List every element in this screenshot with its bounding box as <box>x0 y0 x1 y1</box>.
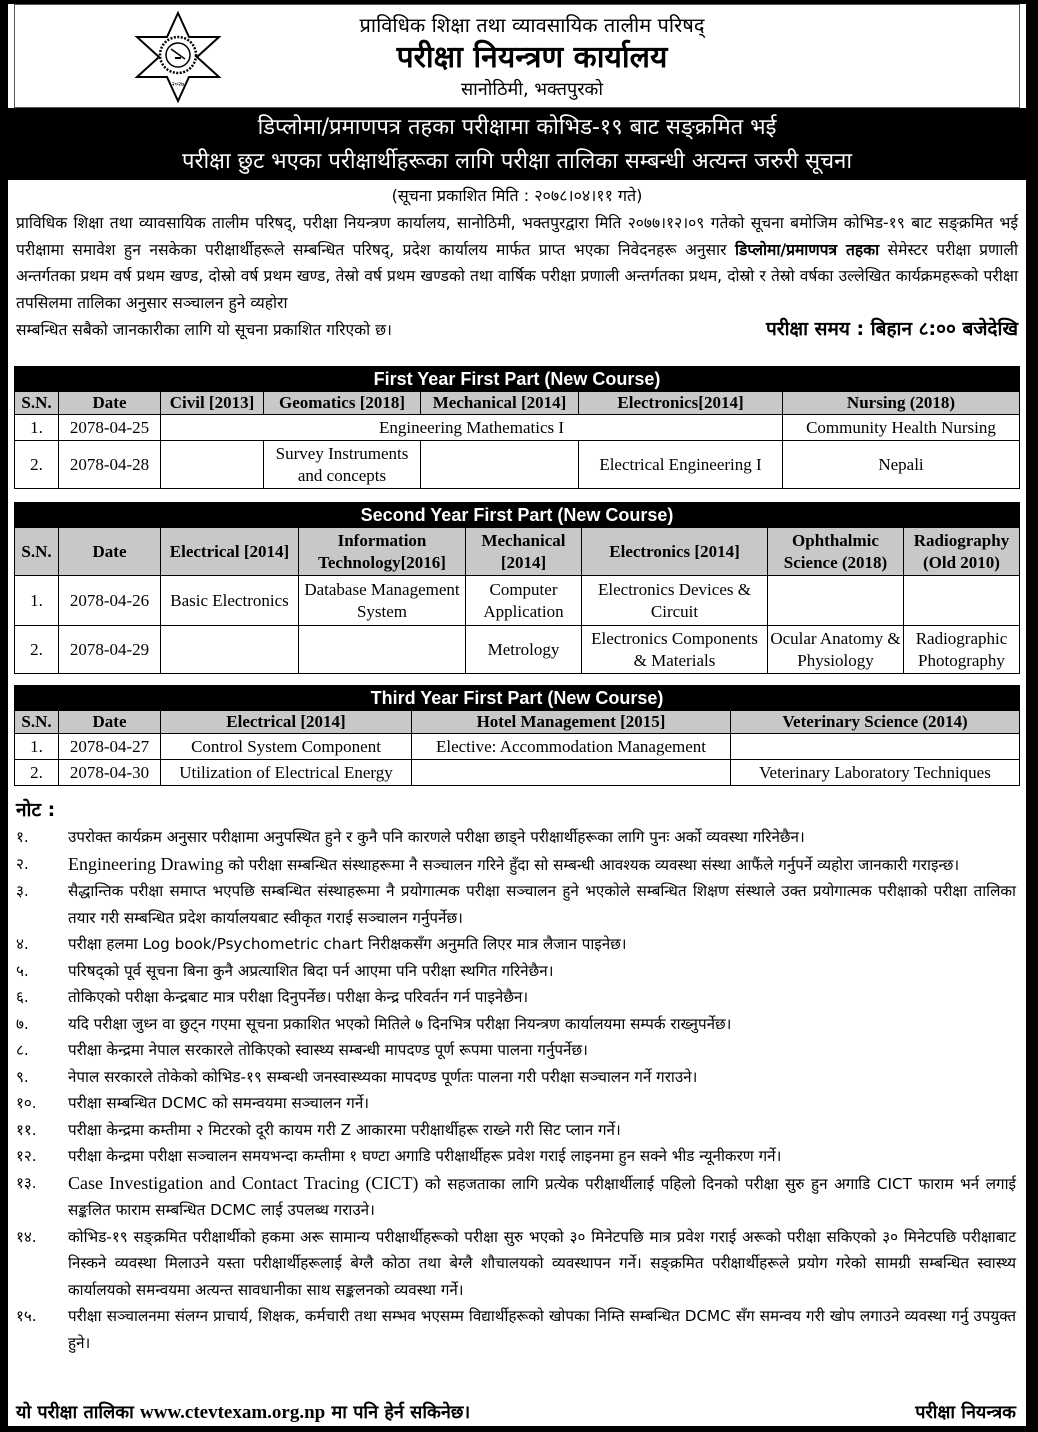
note-item <box>16 1224 1016 1304</box>
cell-veterinary: Veterinary Laboratory Techniques <box>731 760 1020 786</box>
note-text <box>68 824 1016 851</box>
col-nursing: Nursing (2018) <box>783 392 1020 415</box>
cell-electronics: Electrical Engineering I <box>579 441 783 489</box>
cell-hotel: Elective: Accommodation Management <box>412 734 731 760</box>
table-row <box>15 734 1020 760</box>
note-body: परीक्षा केन्द्रमा कम्तीमा २ मिटरको दूरी कायम गरी Z आकारमा परीक्षार्थीहरू राख्ने गरी सिट प्लान गर्ने। <box>68 1120 621 1139</box>
footer-prefix: यो परीक्षा तालिका <box>16 1402 134 1423</box>
col-mechanical: Mechanical [2014] <box>421 392 579 415</box>
cell-date: 2078-04-27 <box>59 734 161 760</box>
intro-paragraph <box>16 210 1018 344</box>
note-item <box>16 1037 1016 1064</box>
col-radiography: Radiography (Old 2010) <box>904 528 1020 576</box>
note-number: ७. <box>16 1014 29 1033</box>
cell-nursing: Community Health Nursing <box>783 415 1020 441</box>
office-header <box>14 4 1020 108</box>
note-text <box>68 1090 1016 1117</box>
table-row <box>15 626 1020 674</box>
website-link[interactable]: www.ctevtexam.org.np <box>140 1402 326 1423</box>
note-body: परीक्षा केन्द्रमा परीक्षा सञ्चालन समयभन्दा कम्तीमा १ घण्टा अगाडि परीक्षार्थीहरू प्रवेश गराई लाइनमा हुन सक्ने भीड न्यूनीकरण गर्ने। <box>68 1147 782 1165</box>
signatory: परीक्षा नियन्त्रक <box>915 1402 1016 1423</box>
cell-hotel <box>412 760 731 786</box>
note-body: तोकिएको परीक्षा केन्द्रबाट मात्र परीक्षा दिनुपर्नेछ। परीक्षा केन्द्र परिवर्तन गर्न पाइनेछैन। <box>68 988 529 1006</box>
note-item <box>16 1170 1016 1224</box>
note-body: परीक्षा सम्बन्धित DCMC को समन्वयमा सञ्चालन गर्ने। <box>68 1094 370 1112</box>
note-item <box>16 984 1016 1011</box>
cell-ophthalmic <box>768 576 904 626</box>
note-body: को सहजताका लागि प्रत्येक परीक्षार्थीलाई पहिलो दिनको परीक्षा सुरु हुन अगाडि CICT फाराम भर्न लगाई सङ्कलित फाराम सम्बन्धित DCMC लाई उपलब्ध गराउने। <box>68 1174 1016 1219</box>
note-body: परीक्षा केन्द्रमा नेपाल सरकारले तोकिएको स्वास्थ्य सम्बन्धी मापदण्ड पूर्ण रूपमा पालना गर्नुपर्नेछ। <box>68 1041 588 1059</box>
title-line-2: परीक्षा छुट भएका परीक्षार्थीहरूका लागि परीक्षा तालिका सम्बन्धी अत्यन्त जरुरी सूचना <box>181 149 853 174</box>
col-electronics: Electronics [2014] <box>582 528 768 576</box>
col-date: Date <box>59 528 161 576</box>
notes-heading: नोट : <box>16 799 56 821</box>
cell-merged-subject: Engineering Mathematics I <box>161 415 783 441</box>
intro-text-2: सेमेस्टर परीक्षा प्रणाली अन्तर्गतका प्रथम वर्ष प्रथम खण्ड, दोस्रो वर्ष प्रथम खण्ड, तेस्रो वर्ष प्रथम खण्डको तथा वार्षिक परीक्षा प्रणाली अन्तर्गतका प्रथम, दोस्रो र तेस्रो वर्षका उल्लेखित कार्यक्रमहरूको परीक्षा तपसिलमा तालिका अनुसार सञ्चालन हुने व्यहोरा <box>16 240 1018 312</box>
col-electrical: Electrical [2014] <box>161 528 299 576</box>
cell-electronics: Electronics Devices & Circuit <box>582 576 768 626</box>
col-electronics: Electronics[2014] <box>579 392 783 415</box>
note-number: १०. <box>16 1094 37 1112</box>
table-caption: First Year First Part (New Course) <box>15 367 1020 392</box>
cell-date: 2078-04-30 <box>59 760 161 786</box>
note-number: १३. <box>16 1173 37 1192</box>
note-text <box>68 851 1016 879</box>
title-line-1: डिप्लोमा/प्रमाणपत्र तहका परीक्षामा कोभिड-१९ बाट सङ्क्रमित भई <box>257 115 777 140</box>
note-item <box>16 1090 1016 1117</box>
note-body: नेपाल सरकारले तोकेको कोभिड-१९ सम्बन्धी जनस्वास्थ्यका मापदण्ड पूर्णतः पालना गरी परीक्षा सञ्चालन गर्ने गराउने। <box>68 1067 698 1086</box>
note-text <box>68 984 1016 1011</box>
third-year-table <box>14 685 1020 786</box>
cell-electrical: Basic Electronics <box>161 576 299 626</box>
col-ophthalmic: Ophthalmic Science (2018) <box>768 528 904 576</box>
note-number: १२. <box>16 1147 37 1165</box>
col-it: Information Technology[2016] <box>299 528 466 576</box>
cell-electrical: Control System Component <box>161 734 412 760</box>
note-number: ५. <box>16 961 29 980</box>
cell-ophthalmic: Ocular Anatomy & Physiology <box>768 626 904 674</box>
cell-date: 2078-04-26 <box>59 576 161 626</box>
note-number: ११. <box>16 1120 37 1139</box>
note-number: ६. <box>16 988 29 1006</box>
note-item <box>16 851 1016 879</box>
note-number: १४. <box>16 1227 37 1246</box>
cell-electrical: Utilization of Electrical Energy <box>161 760 412 786</box>
note-text <box>68 1011 1016 1038</box>
svg-text:२०२७: २०२७ <box>171 81 185 88</box>
cell-mechanical <box>421 441 579 489</box>
table-row <box>15 760 1020 786</box>
note-text <box>68 1143 1016 1170</box>
cell-sn: 2. <box>15 626 59 674</box>
note-text <box>68 1064 1016 1091</box>
note-item <box>16 824 1016 851</box>
note-text <box>68 1117 1016 1144</box>
col-mechanical: Mechanical [2014] <box>466 528 582 576</box>
note-body: परिषद्को पूर्व सूचना बिना कुनै अप्रत्याशित बिदा पर्न आएमा पनि परीक्षा स्थगित गरिनेछैन। <box>68 961 554 980</box>
cell-sn: 1. <box>15 734 59 760</box>
note-item <box>16 931 1016 958</box>
notes-list <box>16 824 1016 1356</box>
note-body: सैद्धान्तिक परीक्षा समाप्त भएपछि सम्बन्धित संस्थाहरूमा नै प्रयोगात्मक परीक्षा सञ्चालन हुने भएकोले सम्बन्धित शिक्षण संस्थाले उक्त प्रयोगात्मक परीक्षाको परीक्षा तालिका तयार गरी सम्बन्धित प्रदेश कार्यालयबाट स्वीकृत गराई सञ्चालन गर्नुपर्नेछ। <box>68 882 1016 927</box>
cell-it: Database Management System <box>299 576 466 626</box>
footer <box>16 1400 1016 1426</box>
note-item <box>16 1011 1016 1038</box>
notice-title-banner <box>4 108 1030 180</box>
col-geomatics: Geomatics [2018] <box>264 392 421 415</box>
note-number: ९. <box>16 1067 29 1086</box>
cell-electrical <box>161 626 299 674</box>
cell-sn: 2. <box>15 760 59 786</box>
cell-mechanical: Computer Application <box>466 576 582 626</box>
note-item <box>16 1303 1016 1356</box>
intro-closing: सम्बन्धित सबैको जानकारीका लागि यो सूचना प्रकाशित गरिएको छ। <box>16 321 392 339</box>
table-row <box>15 441 1020 489</box>
cell-radiography <box>904 576 1020 626</box>
note-body: यदि परीक्षा जुध्न वा छुट्न गएमा सूचना प्रकाशित भएको मितिले ७ दिनभित्र परीक्षा नियन्त्रण कार्यालयमा सम्पर्क राख्नुपर्नेछ। <box>68 1014 732 1033</box>
intro-bold-level: डिप्लोमा/प्रमाणपत्र तहका <box>734 240 880 259</box>
note-item <box>16 878 1016 931</box>
note-latin-term: Engineering Drawing <box>68 853 224 874</box>
col-hotel-management: Hotel Management [2015] <box>412 711 731 734</box>
first-year-table <box>14 366 1020 489</box>
cell-electronics: Electronics Components & Materials <box>582 626 768 674</box>
table-caption: Third Year First Part (New Course) <box>15 686 1020 711</box>
council-name: प्राविधिक शिक्षा तथा व्यावसायिक तालीम परिषद् <box>359 13 705 37</box>
table-header-row <box>15 528 1020 576</box>
cell-civil <box>161 441 264 489</box>
note-body: उपरोक्त कार्यक्रम अनुसार परीक्षामा अनुपस्थित हुने र कुनै पनि कारणले परीक्षा छाड्ने परीक्षार्थीहरूका लागि पुनः अर्को व्यवस्था गरिनेछैन। <box>68 828 805 846</box>
col-civil: Civil [2013] <box>161 392 264 415</box>
col-sn: S.N. <box>15 392 59 415</box>
table-row <box>15 415 1020 441</box>
second-year-table <box>14 502 1020 674</box>
cell-it <box>299 626 466 674</box>
cell-sn: 1. <box>15 415 59 441</box>
cell-geomatics: Survey Instruments and concepts <box>264 441 421 489</box>
note-text <box>68 1303 1016 1356</box>
note-number: ३. <box>16 882 29 900</box>
col-electrical: Electrical [2014] <box>161 711 412 734</box>
cell-nursing: Nepali <box>783 441 1020 489</box>
table-header-row <box>15 392 1020 415</box>
col-date: Date <box>59 711 161 734</box>
note-number: १. <box>16 828 29 846</box>
table-header-row <box>15 711 1020 734</box>
office-name: परीक्षा नियन्त्रण कार्यालय <box>396 40 668 75</box>
note-latin-term: Case Investigation and Contact Tracing (CICT) <box>68 1172 419 1193</box>
col-date: Date <box>59 392 161 415</box>
website-line <box>16 1400 470 1426</box>
note-text <box>68 931 1016 958</box>
exam-time: परीक्षा समय : बिहान ८:०० बजेदेखि <box>766 318 1018 340</box>
table-caption: Second Year First Part (New Course) <box>15 503 1020 528</box>
note-text <box>68 1170 1016 1224</box>
note-text <box>68 878 1016 931</box>
note-body: परीक्षा हलमा Log book/Psychometric chart निरीक्षकसँग अनुमति लिएर मात्र लैजान पाइनेछ। <box>68 935 627 953</box>
table-row <box>15 576 1020 626</box>
cell-sn: 1. <box>15 576 59 626</box>
publish-date: (सूचना प्रकाशित मिति : २०७८।०४।११ गते) <box>391 186 643 205</box>
office-location: सानोठिमी, भक्तपुरको <box>460 79 604 100</box>
cell-date: 2078-04-29 <box>59 626 161 674</box>
footer-suffix: मा पनि हेर्न सकिनेछ। <box>331 1402 471 1423</box>
note-item <box>16 958 1016 985</box>
cell-radiography: Radiographic Photography <box>904 626 1020 674</box>
note-body: परीक्षा सञ्चालनमा संलग्न प्राचार्य, शिक्षक, कर्मचारी तथा सम्भव भएसम्म विद्यार्थीहरूको खोपका निम्ति सम्बन्धित DCMC सँग समन्वय गरी खोप लगाउने व्यवस्था गर्नु उपयुक्त हुने। <box>68 1307 1017 1352</box>
note-text <box>68 1037 1016 1064</box>
note-number: ८. <box>16 1041 29 1059</box>
note-body: कोभिड-१९ सङ्क्रमित परीक्षार्थीको हकमा अरू सामान्य परीक्षार्थीहरूको परीक्षा सुरु भएको ३० मिनेटपछि मात्र प्रवेश गराई अरूको परीक्षा सकिएको ३० मिनेटपछि परीक्षाबाट निस्कने व्यवस्था मिलाउने यस्ता परीक्षार्थीहरूलाई बेग्लै कोठा तथा बेग्लै शौचालयको व्यवस्थापन गर्ने। सङ्क्रमित परीक्षार्थीहरूले प्रयोग गरेको सामग्री सम्बन्धित स्वास्थ्य कार्यालयको समन्वयमा अत्यन्त सावधानीका साथ सङ्कलनको व्यवस्था गर्ने। <box>68 1227 1016 1299</box>
col-veterinary: Veterinary Science (2014) <box>731 711 1020 734</box>
note-item <box>16 1143 1016 1170</box>
notice-page <box>4 4 1030 1426</box>
note-body: को परीक्षा सम्बन्धित संस्थाहरूमा नै सञ्चालन गरिने हुँदा सो सम्बन्धी आवश्यक व्यवस्था संस्था आफैंले गर्नुपर्ने व्यहोरा जानकारी गराइन्छ। <box>223 855 960 874</box>
col-sn: S.N. <box>15 528 59 576</box>
note-number: २. <box>16 854 29 873</box>
note-number: ४. <box>16 935 29 953</box>
note-text <box>68 1224 1016 1304</box>
note-item <box>16 1064 1016 1091</box>
cell-sn: 2. <box>15 441 59 489</box>
cell-veterinary <box>731 734 1020 760</box>
note-item <box>16 1117 1016 1144</box>
note-number: १५. <box>16 1307 37 1325</box>
cell-date: 2078-04-28 <box>59 441 161 489</box>
cell-mechanical: Metrology <box>466 626 582 674</box>
cell-date: 2078-04-25 <box>59 415 161 441</box>
intro-text-1: प्राविधिक शिक्षा तथा व्यावसायिक तालीम परिषद्, परीक्षा नियन्त्रण कार्यालय, सानोठिमी, भक्तपुरद्वारा मिति २०७७।१२।०९ गतेको सूचना बमोजिम कोभिड-१९ बाट सङ्क्रमित भई परीक्षामा समावेश हुन नसकेका परीक्षार्थीहरूले सम्बन्धित परिषद्, प्रदेश कार्यालय मार्फत प्राप्त भएका निवेदनहरू अनुसार <box>16 214 1018 259</box>
note-text <box>68 958 1016 985</box>
col-sn: S.N. <box>15 711 59 734</box>
